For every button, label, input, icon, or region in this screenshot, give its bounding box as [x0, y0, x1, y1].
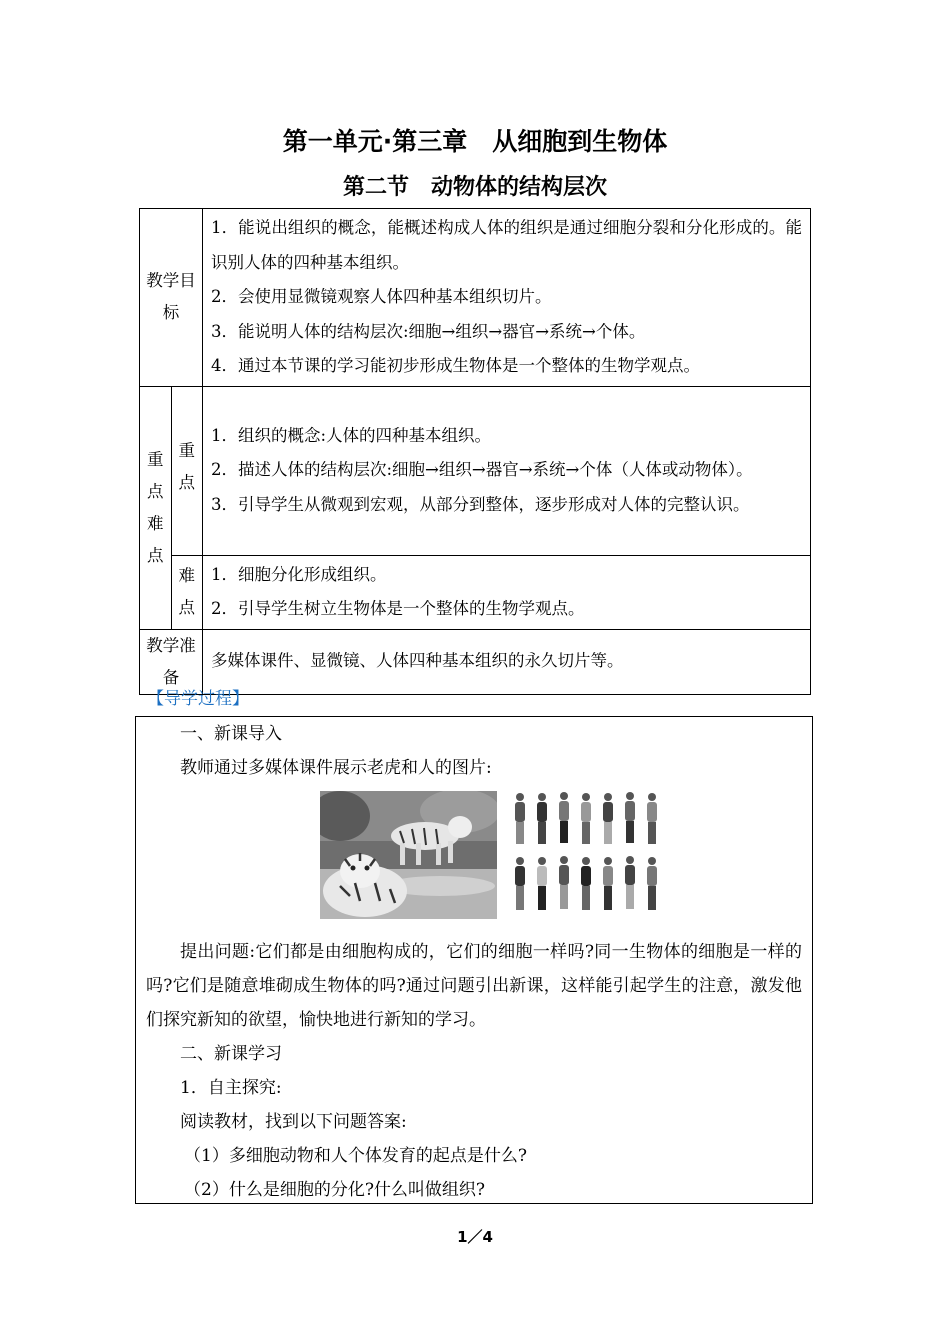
- sub-heading: 1．自主探究:: [180, 1078, 282, 1098]
- tiger-image: [320, 791, 497, 919]
- difficult-content: [203, 555, 811, 629]
- key-label: 重点: [171, 386, 203, 555]
- people-image: [506, 791, 666, 919]
- difficult-item: 2．引导学生树立生物体是一个整体的生物学观点。: [211, 599, 585, 618]
- intro-text: 教师通过多媒体课件展示老虎和人的图片:: [180, 758, 492, 778]
- objective-item: 4．通过本节课的学习能初步形成生物体是一个整体的生物学观点。: [211, 356, 700, 375]
- difficult-label: 难点: [171, 555, 203, 629]
- guide-heading: 【导学过程】: [147, 689, 249, 709]
- key-item: 2．描述人体的结构层次:细胞→组织→器官→系统→个体（人体或动物体）。: [211, 460, 753, 480]
- key-points-row: [140, 386, 811, 555]
- key-content: [203, 386, 811, 555]
- question-item: （2）什么是细胞的分化?什么叫做组织?: [184, 1180, 486, 1200]
- question-item: （1）多细胞动物和人个体发育的起点是什么?: [184, 1146, 527, 1166]
- objective-item: 2．会使用显微镜观察人体四种基本组织切片。: [211, 287, 552, 306]
- objectives-content: [203, 209, 811, 387]
- tiger-illustration: [320, 791, 497, 919]
- page-title: 第一单元·第三章 从细胞到生物体: [282, 127, 668, 156]
- objectives-row: [140, 209, 811, 387]
- people-illustration: [506, 791, 666, 919]
- page-number: 1／4: [457, 1228, 493, 1246]
- key-difficult-label: 重点难点: [140, 386, 172, 629]
- section-heading: 二、新课学习: [180, 1044, 282, 1064]
- objectives-label: 教学目标: [140, 209, 203, 387]
- key-item: 1．组织的概念:人体的四种基本组织。: [211, 425, 492, 445]
- section-heading: 一、新课导入: [180, 724, 282, 744]
- read-instruction: 阅读教材，找到以下问题答案:: [180, 1112, 407, 1132]
- preparation-content: 多媒体课件、显微镜、人体四种基本组织的永久切片等。: [203, 629, 811, 694]
- difficult-points-row: [140, 555, 811, 629]
- key-item: 3．引导学生从微观到宏观，从部分到整体，逐步形成对人体的完整认识。: [211, 494, 750, 514]
- process-box: [135, 716, 813, 1204]
- difficult-item: 1．细胞分化形成组织。: [211, 564, 387, 584]
- objective-item: 3．能说明人体的结构层次:细胞→组织→器官→系统→个体。: [211, 321, 646, 341]
- lesson-plan-table: [139, 208, 811, 695]
- preparation-label: 教学准备: [140, 629, 203, 694]
- section-subtitle: 第二节 动物体的结构层次: [342, 175, 607, 200]
- question-paragraph: 提出问题:它们都是由细胞构成的，它们的细胞一样吗?同一生物体的细胞是一样的吗?它们是随意堆砌成生物体的吗?通过问题引出新课，这样能引起学生的注意，激发他们探究新知的欲望，愉快地进行新知的学习。: [146, 942, 802, 1030]
- objective-item: 1．能说出组织的概念，能概述构成人体的组织是通过细胞分裂和分化形成的。能识别人体的四种基本组织。: [211, 218, 802, 272]
